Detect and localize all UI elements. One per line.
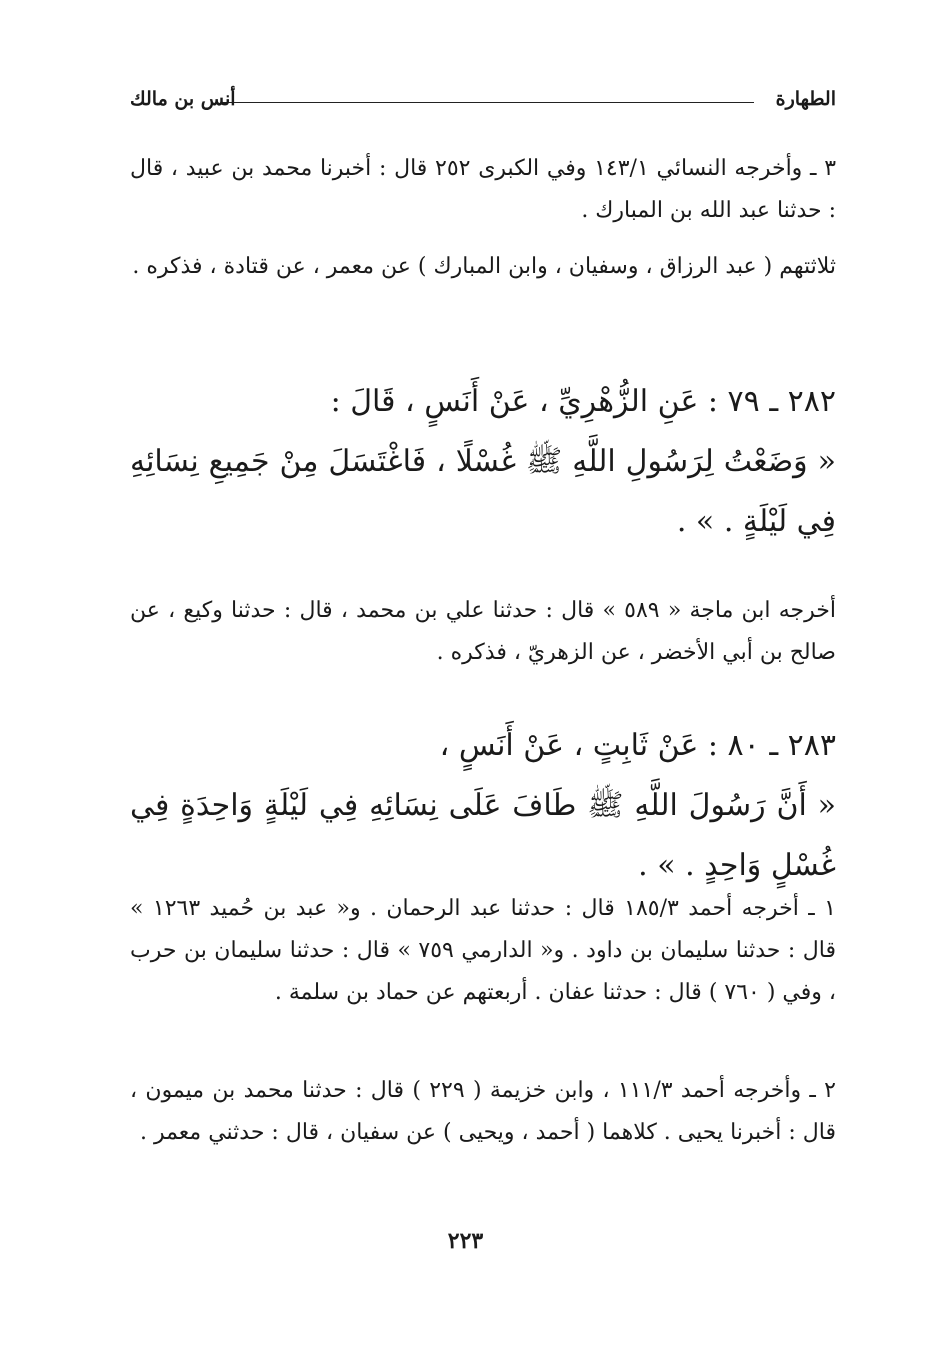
- footnote-text: أخرجه ابن ماجة « ٥٨٩ » قال : حدثنا علي بن محمد ، قال : حدثنا وكيع ، عن صالح بن أبي الأخضر ، عن الزهريّ ، فذكره .: [130, 598, 836, 665]
- page-number: ٢٢٣: [447, 1228, 484, 1254]
- footnote-ibn-majah: [130, 590, 836, 674]
- footnote-text: ١ ـ أخرجه أحمد ١٨٥/٣ قال : حدثنا عبد الرحمان . و« عبد بن حُميد ١٢٦٣ » قال : حدثنا سليمان بن داود . و« الدارمي ٧٥٩ » قال : حدثنا سليمان بن حرب ، وفي ( ٧٦٠ ) قال : حدثنا عفان . أربعتهم عن حماد بن سلمة .: [130, 896, 836, 1005]
- footnote-ahmad-2: [130, 1070, 836, 1154]
- footnote-text: ثلاثتهم ( عبد الرزاق ، وسفيان ، وابن المبارك ) عن معمر ، عن قتادة ، فذكره .: [132, 254, 836, 279]
- hadith-283: [130, 716, 836, 896]
- footnote-text: ٢ ـ وأخرجه أحمد ١١١/٣ ، وابن خزيمة ( ٢٢٩ ) قال : حدثنا محمد بن ميمون ، قال : أخبرنا يحيى . كلاهما ( أحمد ، ويحيى ) عن سفيان ، قال : حدثني معمر .: [130, 1078, 836, 1145]
- chapter-title: الطهارة: [775, 88, 836, 110]
- running-header: [130, 88, 836, 114]
- header-rule: [222, 102, 754, 103]
- footnote-text: ٣ ـ وأخرجه النسائي ١٤٣/١ وفي الكبرى ٢٥٢ قال : أخبرنا محمد بن عبيد ، قال : حدثنا عبد الله بن المبارك .: [130, 156, 837, 223]
- footnote-thalathatuhum: [130, 246, 836, 288]
- hadith-text: « أَنَّ رَسُولَ اللَّهِ ﷺ طَافَ عَلَى نِسَائِهِ فِي لَيْلَةٍ وَاحِدَةٍ فِي غُسْلٍ وَاحِدٍ . » .: [130, 788, 837, 883]
- hadith-heading: ٢٨٣ ـ ٨٠ : عَنْ ثَابِتٍ ، عَنْ أَنَسٍ ،: [439, 728, 836, 763]
- footnote-ahmad-1: [130, 888, 836, 1014]
- footnote-nasai: [130, 148, 836, 232]
- narrator-title: أنس بن مالك: [130, 88, 236, 110]
- hadith-282: [130, 372, 836, 552]
- hadith-heading: ٢٨٢ ـ ٧٩ : عَنِ الزُّهْرِيِّ ، عَنْ أَنَسٍ ، قَالَ :: [330, 384, 836, 419]
- hadith-text: « وَضَعْتُ لِرَسُولِ اللَّهِ ﷺ غُسْلًا ، فَاغْتَسَلَ مِنْ جَمِيعِ نِسَائِهِ فِي لَيْلَةٍ . » .: [130, 444, 836, 539]
